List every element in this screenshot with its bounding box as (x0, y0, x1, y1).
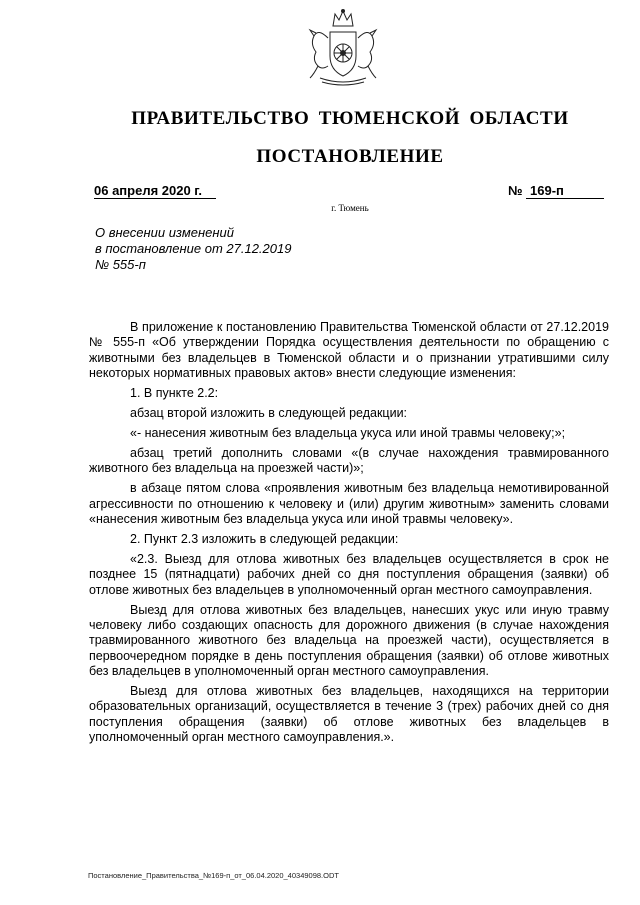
body-paragraph: абзац третий дополнить словами «(в случае нахождения травмированного животного без владельца на проезжей части)»; (89, 445, 609, 476)
body-paragraph: Выезд для отлова животных без владельцев, нанесших укус или иную травму человеку либо создающих опасность для дорожного движения (в случае нахождения травмированного животного без владельца на проезжей части), осуществляется в первоочередном порядке в день поступления обращения (заявки) об отлове животных без владельцев в уполномоченный орган местного самоуправления. (89, 602, 609, 679)
organization-title: ПРАВИТЕЛЬСТВО ТЮМЕНСКОЙ ОБЛАСТИ (131, 108, 569, 129)
number-sign: № (508, 183, 523, 198)
subject-line: в постановление от 27.12.2019 (95, 241, 292, 256)
body-paragraph: 1. В пункте 2.2: (130, 386, 219, 401)
body-paragraph: 2. Пункт 2.3 изложить в следующей редакции: (130, 531, 399, 546)
document-number: 169-п (526, 183, 604, 199)
body-paragraph: в абзаце пятом слова «проявления животным без владельца немотивированной агрессивности по отношению к человеку и (или) другим животным» заменить словами «нанесения животным без владельца укуса или иной травмы человеку». (89, 481, 609, 526)
document-subject (95, 225, 355, 273)
coat-of-arms-icon (300, 8, 386, 88)
body-paragraph: Выезд для отлова животных без владельцев, находящихся на территории образовательных организаций, осуществляется в течение 3 (трех) рабочих дней со дня поступления обращения (заявки) об отлове животных без владельцев в уполномоченный орган местного самоуправления.». (89, 684, 609, 745)
city-label: г. Тюмень (331, 203, 369, 213)
subject-line: № 555-п (95, 257, 146, 272)
footer-filename: Постановление_Правительства_№169-п_от_06.04.2020_40349098.ODT (88, 871, 339, 880)
document-body (89, 320, 609, 750)
body-paragraph: «- нанесения животным без владельца укуса или иной травмы человеку;»; (130, 425, 566, 440)
document-date: 06 апреля 2020 г. (94, 183, 216, 199)
subject-line: О внесении изменений (95, 225, 234, 240)
body-paragraph: В приложение к постановлению Правительства Тюменской области от 27.12.2019 № 555-п «Об утверждении Порядка осуществления деятельности по обращению с животными без владельцев в Тюменской области и о признании утратившими силу некоторых нормативных правовых актов» внести следующие изменения: (89, 320, 609, 381)
body-paragraph: «2.3. Выезд для отлова животных без владельцев осуществляется в срок не позднее 15 (пятнадцати) рабочих дней со дня поступления обращения (заявки) об отлове животных без владельцев в уполномоченный орган местного самоуправления. (89, 551, 609, 597)
body-paragraph: абзац второй изложить в следующей редакции: (130, 406, 408, 421)
document-type-title: ПОСТАНОВЛЕНИЕ (256, 146, 444, 167)
